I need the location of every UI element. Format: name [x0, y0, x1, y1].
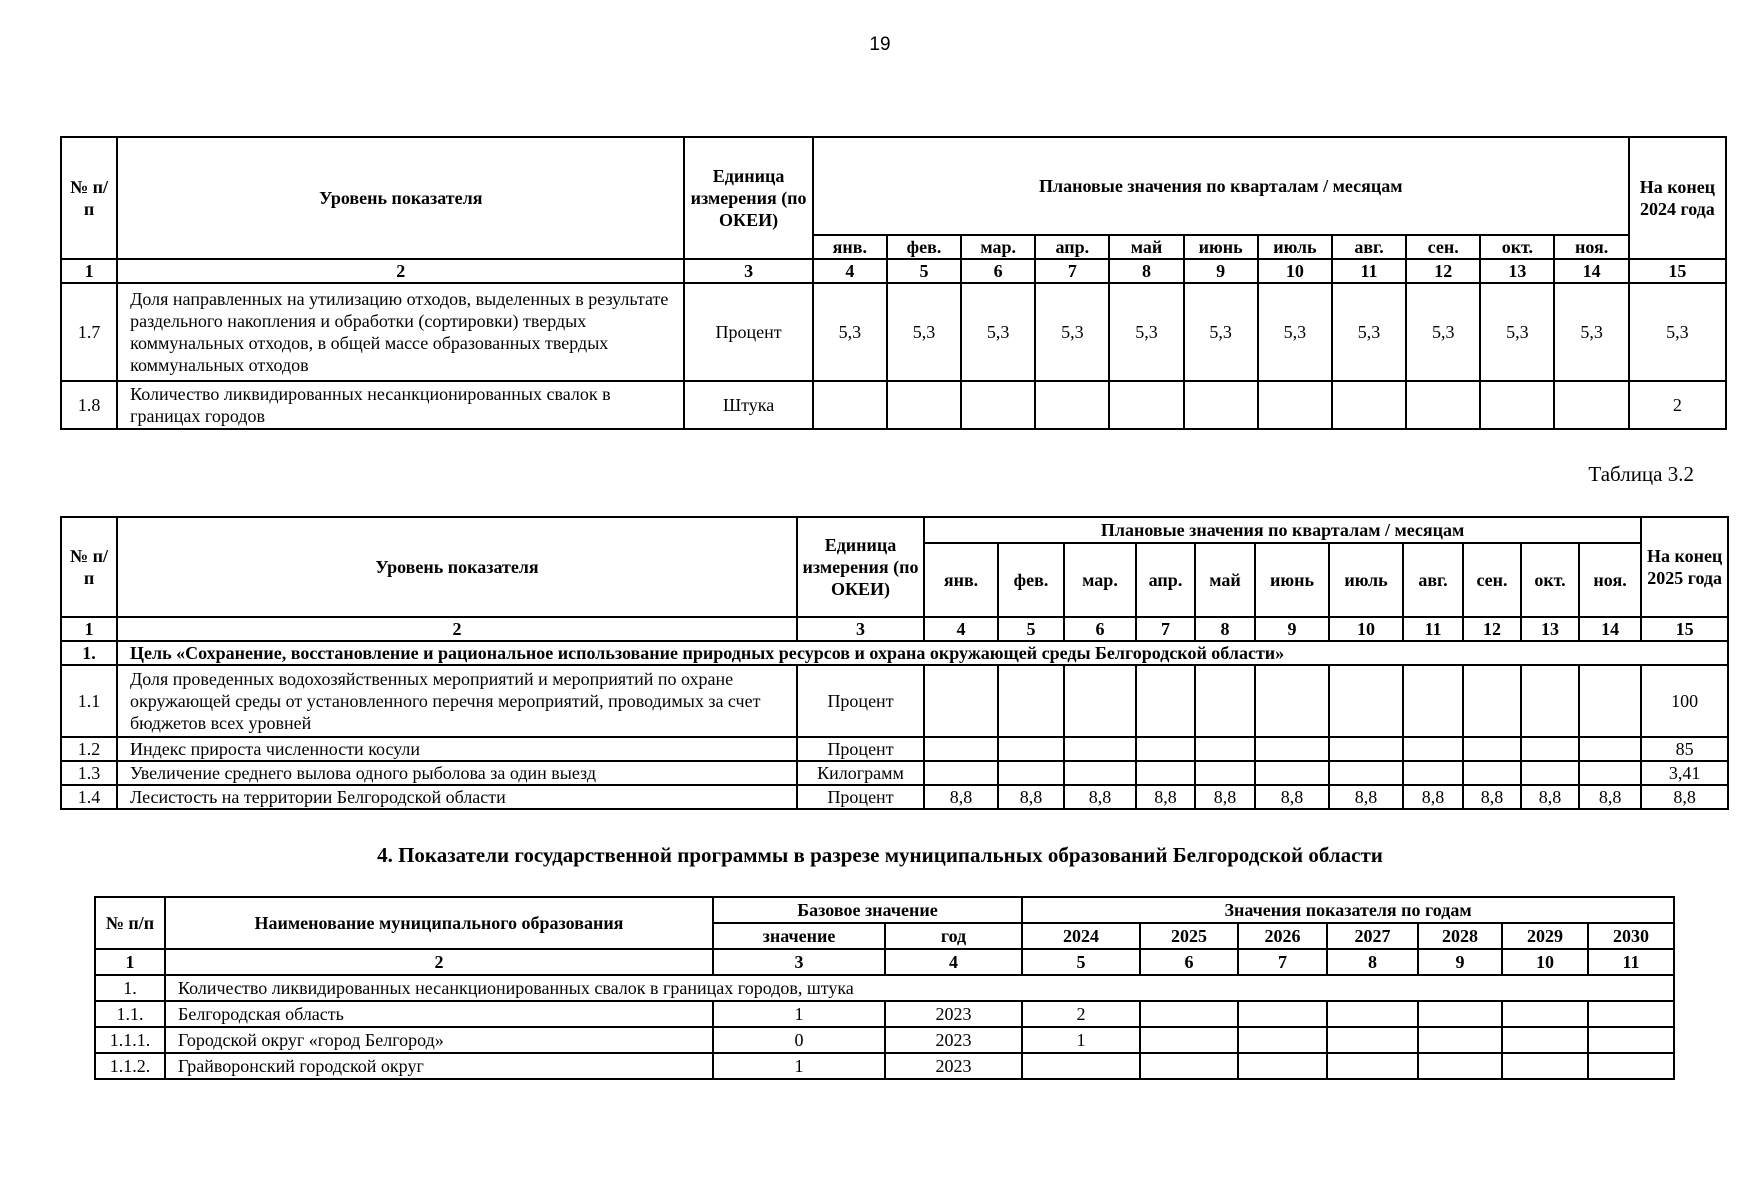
year-value	[1327, 1053, 1418, 1079]
base-value: 0	[713, 1027, 885, 1053]
column-number: 7	[1136, 617, 1195, 641]
year-value	[1418, 1053, 1502, 1079]
month-value: 8,8	[1579, 785, 1641, 809]
month-value	[998, 665, 1064, 737]
row-number: 1.1.	[95, 1001, 165, 1027]
year-value	[1140, 1001, 1238, 1027]
month-value	[1255, 761, 1329, 785]
end-value: 8,8	[1641, 785, 1728, 809]
month-header: июнь	[1255, 543, 1329, 617]
month-value: 8,8	[1195, 785, 1255, 809]
column-number: 8	[1109, 259, 1183, 283]
month-value	[1579, 737, 1641, 761]
indicator-name: Доля проведенных водохозяйственных мероприятий и мероприятий по охране окружающей среды от установленного перечня мероприятий, проводимых за счет бюджетов всех уровней	[117, 665, 797, 737]
header-plan: Плановые значения по кварталам / месяцам	[813, 137, 1629, 235]
goal-row	[61, 641, 1728, 665]
month-value: 8,8	[1136, 785, 1195, 809]
table-row	[95, 1053, 1674, 1079]
month-header: фев.	[998, 543, 1064, 617]
column-number: 12	[1463, 617, 1521, 641]
year-header: 2029	[1502, 923, 1588, 949]
month-value	[1255, 665, 1329, 737]
month-value	[813, 381, 887, 429]
month-value	[1579, 761, 1641, 785]
column-number: 7	[1238, 949, 1327, 975]
month-header: авг.	[1332, 235, 1406, 259]
month-value	[924, 665, 998, 737]
column-numbers-row	[95, 949, 1674, 975]
column-number: 3	[684, 259, 812, 283]
month-value: 5,3	[1480, 283, 1554, 381]
month-header: май	[1109, 235, 1183, 259]
column-number: 4	[813, 259, 887, 283]
unit-cell: Килограмм	[797, 761, 924, 785]
month-header: янв.	[813, 235, 887, 259]
column-number: 13	[1480, 259, 1554, 283]
month-value	[1136, 665, 1195, 737]
month-header: июль	[1329, 543, 1403, 617]
month-value	[1521, 737, 1579, 761]
month-header: мар.	[961, 235, 1035, 259]
month-value	[1521, 761, 1579, 785]
month-value	[924, 737, 998, 761]
year-header: 2024	[1022, 923, 1140, 949]
month-value: 5,3	[813, 283, 887, 381]
month-value	[1184, 381, 1258, 429]
goal-text: Цель «Сохранение, восстановление и рациональное использование природных ресурсов и охрана окружающей среды Белгородской области»	[117, 641, 1728, 665]
month-value	[1480, 381, 1554, 429]
year-value	[1238, 1053, 1327, 1079]
section-heading: 4. Показатели государственной программы в разрезе муниципальных образований Белгородской области	[377, 843, 1383, 867]
municipal-indicators-table	[94, 896, 1675, 1080]
month-value: 5,3	[1406, 283, 1480, 381]
month-header: ноя.	[1554, 235, 1628, 259]
column-number: 4	[924, 617, 998, 641]
unit-cell: Процент	[797, 665, 924, 737]
year-value	[1140, 1053, 1238, 1079]
municipality-name: Грайворонский городской округ	[165, 1053, 713, 1079]
column-number: 12	[1406, 259, 1480, 283]
base-year: 2023	[885, 1053, 1022, 1079]
row-number: 1.8	[61, 381, 117, 429]
month-header: май	[1195, 543, 1255, 617]
month-header: сен.	[1463, 543, 1521, 617]
month-value: 5,3	[1035, 283, 1109, 381]
year-header: 2025	[1140, 923, 1238, 949]
header-plan: Плановые значения по кварталам / месяцам	[924, 517, 1641, 543]
header-name: Наименование муниципального образования	[165, 897, 713, 949]
row-number: 1.1.1.	[95, 1027, 165, 1053]
base-year: 2023	[885, 1001, 1022, 1027]
header-num: № п/п	[95, 897, 165, 949]
column-numbers-row	[61, 259, 1726, 283]
column-number: 8	[1327, 949, 1418, 975]
indicator-name: Лесистость на территории Белгородской области	[117, 785, 797, 809]
goal-num: 1.	[61, 641, 117, 665]
month-value	[1329, 665, 1403, 737]
month-header: мар.	[1064, 543, 1136, 617]
table-row	[61, 381, 1726, 429]
month-value: 8,8	[1521, 785, 1579, 809]
column-number: 8	[1195, 617, 1255, 641]
column-number: 10	[1258, 259, 1332, 283]
end-value: 100	[1641, 665, 1728, 737]
column-number: 11	[1403, 617, 1463, 641]
month-value	[1064, 761, 1136, 785]
header-end: На конец 2024 года	[1629, 137, 1726, 259]
column-number: 15	[1641, 617, 1728, 641]
month-header: апр.	[1035, 235, 1109, 259]
row-number: 1.7	[61, 283, 117, 381]
year-value	[1140, 1027, 1238, 1053]
month-value: 8,8	[998, 785, 1064, 809]
month-value	[1579, 665, 1641, 737]
month-value	[1329, 761, 1403, 785]
column-number: 5	[1022, 949, 1140, 975]
column-number: 11	[1332, 259, 1406, 283]
group-text: Количество ликвидированных несанкционированных свалок в границах городов, штука	[165, 975, 1674, 1001]
indicator-name: Индекс прироста численности косули	[117, 737, 797, 761]
year-value: 1	[1022, 1027, 1140, 1053]
month-value	[1136, 761, 1195, 785]
column-number: 3	[713, 949, 885, 975]
header-level: Уровень показателя	[117, 137, 684, 259]
table-row	[95, 1027, 1674, 1053]
month-value	[1064, 737, 1136, 761]
year-header: 2026	[1238, 923, 1327, 949]
month-header: июль	[1258, 235, 1332, 259]
month-value	[1332, 381, 1406, 429]
header-base-value: значение	[713, 923, 885, 949]
column-number: 7	[1035, 259, 1109, 283]
header-num: № п/п	[61, 137, 117, 259]
row-number: 1.3	[61, 761, 117, 785]
group-row	[95, 975, 1674, 1001]
month-header: ноя.	[1579, 543, 1641, 617]
month-value: 8,8	[1329, 785, 1403, 809]
table-row	[61, 665, 1728, 737]
table-row	[61, 785, 1728, 809]
month-value: 8,8	[1255, 785, 1329, 809]
year-value	[1327, 1027, 1418, 1053]
year-value	[1502, 1027, 1588, 1053]
row-number: 1.1	[61, 665, 117, 737]
header-num: № п/п	[61, 517, 117, 617]
month-value	[1195, 737, 1255, 761]
month-value	[1258, 381, 1332, 429]
month-value	[1463, 665, 1521, 737]
month-value: 5,3	[1554, 283, 1628, 381]
column-number: 6	[1064, 617, 1136, 641]
month-value	[998, 761, 1064, 785]
month-header: авг.	[1403, 543, 1463, 617]
year-value	[1327, 1001, 1418, 1027]
column-number: 2	[117, 617, 797, 641]
month-value	[1195, 665, 1255, 737]
unit-cell: Процент	[797, 737, 924, 761]
month-value: 5,3	[1258, 283, 1332, 381]
header-values: Значения показателя по годам	[1022, 897, 1674, 923]
group-num: 1.	[95, 975, 165, 1001]
month-value	[1136, 737, 1195, 761]
month-value	[1109, 381, 1183, 429]
month-value	[961, 381, 1035, 429]
header-unit: Единица измерения (по ОКЕИ)	[797, 517, 924, 617]
indicator-name: Доля направленных на утилизацию отходов, выделенных в результате раздельного накопления и обработки (сортировки) твердых коммунальных отходов, в общей массе образованных твердых коммунальных отходов	[117, 283, 684, 381]
month-value: 5,3	[961, 283, 1035, 381]
table-row	[61, 283, 1726, 381]
month-value: 5,3	[1184, 283, 1258, 381]
month-value	[1463, 737, 1521, 761]
column-number: 10	[1329, 617, 1403, 641]
unit-cell: Процент	[684, 283, 812, 381]
end-value: 2	[1629, 381, 1726, 429]
year-header: 2027	[1327, 923, 1418, 949]
month-value: 8,8	[1463, 785, 1521, 809]
table-row	[95, 1001, 1674, 1027]
indicator-name: Количество ликвидированных несанкционированных свалок в границах городов	[117, 381, 684, 429]
year-value	[1238, 1027, 1327, 1053]
row-number: 1.4	[61, 785, 117, 809]
indicators-table-2024	[60, 136, 1727, 430]
month-value	[1463, 761, 1521, 785]
column-number: 9	[1184, 259, 1258, 283]
month-value: 8,8	[924, 785, 998, 809]
month-value	[1403, 737, 1463, 761]
indicator-name: Увеличение среднего вылова одного рыболова за один выезд	[117, 761, 797, 785]
column-number: 14	[1554, 259, 1628, 283]
month-value	[998, 737, 1064, 761]
column-number: 5	[998, 617, 1064, 641]
column-number: 2	[117, 259, 684, 283]
year-value	[1418, 1027, 1502, 1053]
year-value	[1588, 1027, 1674, 1053]
month-value	[1064, 665, 1136, 737]
column-numbers-row	[61, 617, 1728, 641]
month-value	[1035, 381, 1109, 429]
year-value	[1022, 1053, 1140, 1079]
column-number: 1	[61, 259, 117, 283]
month-value	[1403, 665, 1463, 737]
page-number: 19	[869, 34, 891, 55]
month-value: 5,3	[887, 283, 961, 381]
month-value	[1403, 761, 1463, 785]
column-number: 1	[95, 949, 165, 975]
year-value	[1502, 1001, 1588, 1027]
month-value	[1329, 737, 1403, 761]
month-value: 8,8	[1403, 785, 1463, 809]
column-number: 15	[1629, 259, 1726, 283]
month-value	[1255, 737, 1329, 761]
column-number: 3	[797, 617, 924, 641]
header-unit: Единица измерения (по ОКЕИ)	[684, 137, 812, 259]
column-number: 4	[885, 949, 1022, 975]
column-number: 10	[1502, 949, 1588, 975]
month-header: фев.	[887, 235, 961, 259]
year-header: 2030	[1588, 923, 1674, 949]
month-header: янв.	[924, 543, 998, 617]
month-value	[1406, 381, 1480, 429]
header-base-year: год	[885, 923, 1022, 949]
year-value	[1238, 1001, 1327, 1027]
month-value: 5,3	[1109, 283, 1183, 381]
header-base: Базовое значение	[713, 897, 1022, 923]
column-number: 9	[1255, 617, 1329, 641]
month-value: 8,8	[1064, 785, 1136, 809]
column-number: 5	[887, 259, 961, 283]
base-value: 1	[713, 1001, 885, 1027]
base-value: 1	[713, 1053, 885, 1079]
year-header: 2028	[1418, 923, 1502, 949]
month-value	[924, 761, 998, 785]
month-value	[1195, 761, 1255, 785]
municipality-name: Белгородская область	[165, 1001, 713, 1027]
month-value	[1554, 381, 1628, 429]
column-number: 1	[61, 617, 117, 641]
municipality-name: Городской округ «город Белгород»	[165, 1027, 713, 1053]
row-number: 1.2	[61, 737, 117, 761]
end-value: 3,41	[1641, 761, 1728, 785]
column-number: 11	[1588, 949, 1674, 975]
year-value	[1502, 1053, 1588, 1079]
month-header: июнь	[1184, 235, 1258, 259]
column-number: 6	[1140, 949, 1238, 975]
year-value: 2	[1022, 1001, 1140, 1027]
indicators-table-2025	[60, 516, 1729, 810]
column-number: 13	[1521, 617, 1579, 641]
base-year: 2023	[885, 1027, 1022, 1053]
month-value	[887, 381, 961, 429]
header-end: На конец 2025 года	[1641, 517, 1728, 617]
table-caption: Таблица 3.2	[1588, 462, 1694, 486]
month-header: окт.	[1521, 543, 1579, 617]
year-value	[1588, 1053, 1674, 1079]
month-value	[1521, 665, 1579, 737]
column-number: 14	[1579, 617, 1641, 641]
unit-cell: Процент	[797, 785, 924, 809]
month-header: окт.	[1480, 235, 1554, 259]
header-level: Уровень показателя	[117, 517, 797, 617]
table-row	[61, 737, 1728, 761]
unit-cell: Штука	[684, 381, 812, 429]
end-value: 5,3	[1629, 283, 1726, 381]
year-value	[1588, 1001, 1674, 1027]
month-value: 5,3	[1332, 283, 1406, 381]
month-header: апр.	[1136, 543, 1195, 617]
column-number: 2	[165, 949, 713, 975]
column-number: 9	[1418, 949, 1502, 975]
end-value: 85	[1641, 737, 1728, 761]
year-value	[1418, 1001, 1502, 1027]
column-number: 6	[961, 259, 1035, 283]
month-header: сен.	[1406, 235, 1480, 259]
row-number: 1.1.2.	[95, 1053, 165, 1079]
table-row	[61, 761, 1728, 785]
